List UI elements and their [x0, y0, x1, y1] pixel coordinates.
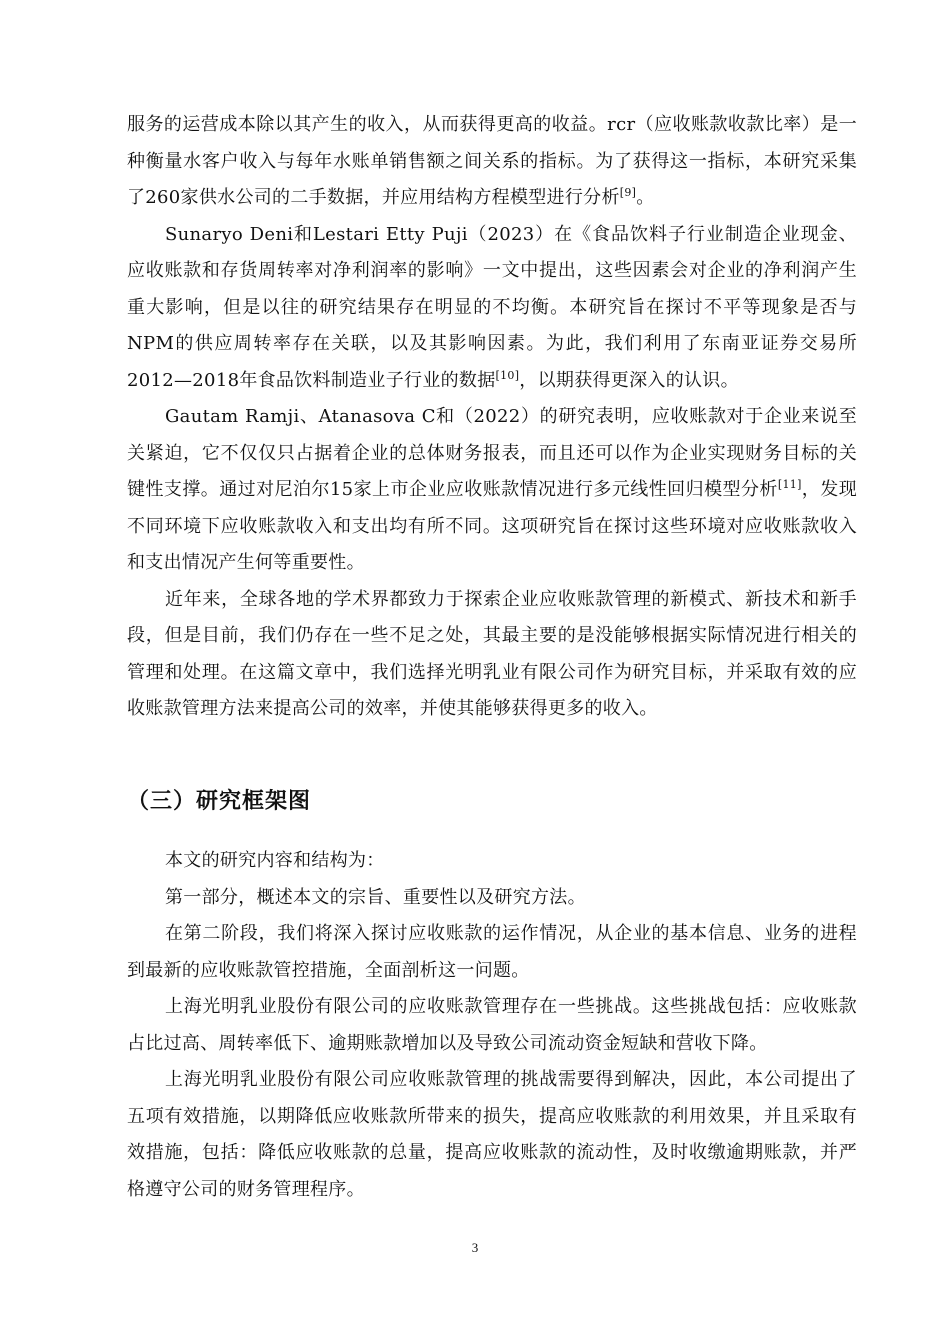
paragraph-structure-intro: 本文的研究内容和结构为：: [165, 850, 385, 871]
paragraph-text: Sunaryo Deni和Lestari Etty Puji（2023）在《食品饮料子行业制造企业现金、应收账款和存货周转率对净利润率的影响》一文中提出，这些因素会对企业的净利润产生重大影响，但是以往的研究结果存在明显的不均衡。本研究旨在探讨不平等现象是否与NPM的供应周转率存在关联，以及其影响因素。为此，我们利用了东南亚证券交易所2012—2018年食品饮料制造业子行业的数据: [127, 223, 857, 391]
paragraph-text: Gautam Ramji、Atanasova C和（2022）的研究表明，应收账款对于企业来说至关紧迫，它不仅仅只占据着企业的总体财务报表，而且还可以作为企业实现财务目标的关键性支撑。通过对尼泊尔15家上市企业应收账款情况进行多元线性回归模型分析: [127, 406, 857, 500]
citation-marker: [9]: [619, 186, 637, 199]
framework-text: [127, 843, 857, 1208]
paragraph-text-tail: ，发现不同环境下应收账款收入和支出均有所不同。这项研究旨在探讨这些环境对应收账款收入和支出情况产生何等重要性。: [127, 479, 857, 573]
paragraph-challenges: 上海光明乳业股份有限公司的应收账款管理存在一些挑战。这些挑战包括：应收账款占比过高、周转率低下、逾期账款增加以及导致公司流动资金短缺和营收下降。: [127, 996, 857, 1054]
paragraph-recent-research: [127, 582, 857, 728]
paragraph-text: 近年来，全球各地的学术界都致力于探索企业应收账款管理的新模式、新技术和新手段，但是目前，我们仍存在一些不足之处，其最主要的是没能够根据实际情况进行相关的管理和处理。在这篇文章中，我们选择光明乳业有限公司作为研究目标，并采取有效的应收账款管理方法来提高公司的效率，并使其能够获得更多的收入。: [127, 588, 857, 719]
paragraph-measures: 上海光明乳业股份有限公司应收账款管理的挑战需要得到解决，因此，本公司提出了五项有效措施，以期降低应收账款所带来的损失，提高应收账款的利用效果，并且采取有效措施，包括：降低应收账款的总量，提高应收账款的流动性，及时收缴逾期账款，并严格遵守公司的财务管理程序。: [127, 1069, 857, 1200]
section-heading: （三）研究框架图: [127, 789, 312, 814]
paragraph-part-one: 第一部分，概述本文的宗旨、重要性以及研究方法。: [165, 886, 586, 908]
paragraph-gautam: [127, 399, 857, 582]
paragraph-text: 服务的运营成本除以其产生的收入，从而获得更高的收益。rcr（应收账款收款比率）是一种衡量水客户收入与每年水账单销售额之间关系的指标。为了获得这一指标，本研究采集了260家供水公司的二手数据，并应用结构方程模型进行分析: [127, 114, 857, 208]
paragraph-continuation: [127, 107, 857, 217]
paragraph-part-two: 在第二阶段，我们将深入探讨应收账款的运作情况，从企业的基本信息、业务的进程到最新的应收账款管控措施，全面剖析这一问题。: [127, 923, 857, 981]
paragraph-text-tail: ，以期获得更深入的认识。: [519, 369, 739, 391]
citation-marker: [10]: [495, 368, 520, 382]
citation-marker: [11]: [777, 478, 802, 491]
literature-review-text: [127, 107, 857, 728]
page-number: 3: [471, 1240, 479, 1255]
paragraph-text-tail: 。: [636, 187, 655, 208]
paragraph-sunaryo: [127, 217, 857, 400]
